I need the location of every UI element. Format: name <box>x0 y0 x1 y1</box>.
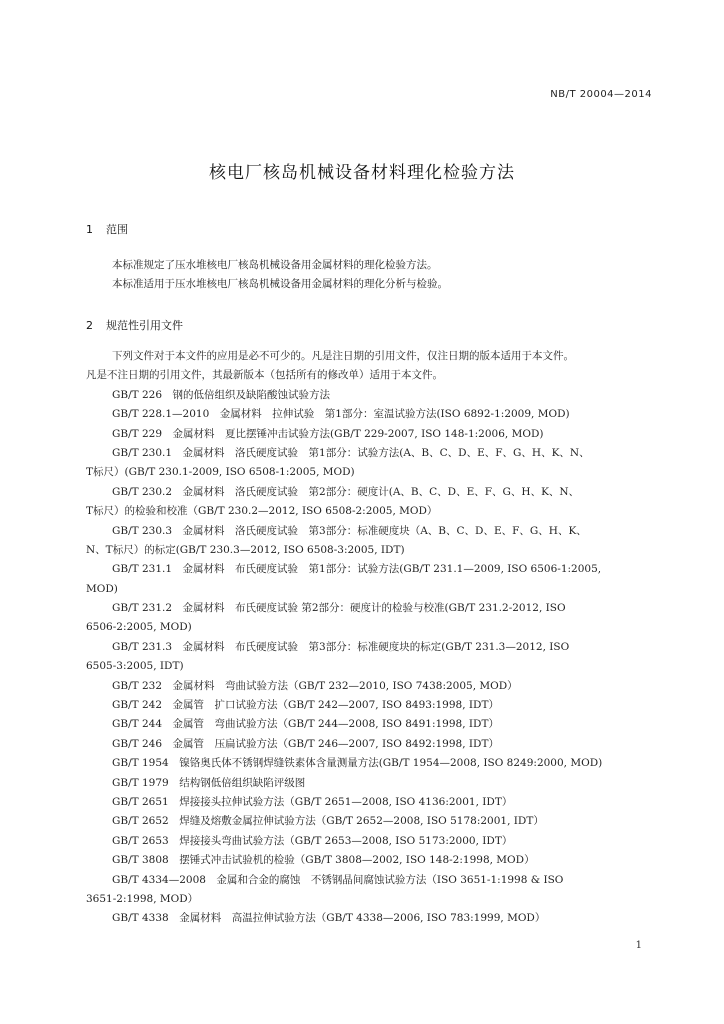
reference-line: GB/T 2652 焊缝及熔敷金属拉伸试验方法（GB/T 2652—2008, ISO 5178:2001, IDT） <box>112 815 544 828</box>
reference-line: GB/T 4338 金属材料 高温拉伸试验方法（GB/T 4338—2006, ISO 783:1999, MOD） <box>112 912 546 925</box>
scope-paragraph: 本标准适用于压水堆核电厂核岛机械设备用金属材料的理化分析与检验。 <box>112 278 448 291</box>
section-number: 2 <box>86 319 93 332</box>
reference-line: GB/T 4334—2008 金属和合金的腐蚀 不锈钢晶间腐蚀试验方法（ISO 3651-1:1998 & ISO <box>112 873 564 886</box>
reference-line-continuation: T标尺）的检验和校准（GB/T 230.2—2012, ISO 6508-2:2005, MOD） <box>86 505 438 518</box>
reference-line: GB/T 242 金属管 扩口试验方法（GB/T 242—2007, ISO 8493:1998, IDT） <box>112 699 499 712</box>
reference-line: GB/T 1979 结构钢低倍组织缺陷评级图 <box>112 776 306 789</box>
reference-line: GB/T 228.1—2010 金属材料 拉伸试验 第1部分：室温试验方法(ISO 6892-1:2009, MOD) <box>112 408 570 421</box>
page-number: 1 <box>635 940 642 951</box>
reference-line-continuation: 6506-2:2005, MOD) <box>86 621 192 634</box>
section-heading-scope <box>86 221 128 237</box>
reference-line: GB/T 2653 焊接接头弯曲试验方法（GB/T 2653—2008, ISO 5173:2000, IDT） <box>112 834 513 847</box>
reference-line: GB/T 230.1 金属材料 洛氏硬度试验 第1部分：试验方法(A、B、C、D、E、F、G、H、K、N、 <box>112 446 590 459</box>
section-heading-normative-references <box>86 317 183 333</box>
section-title: 范围 <box>106 223 128 236</box>
reference-intro-line: 凡是不注日期的引用文件，其最新版本（包括所有的修改单）适用于本文件。 <box>86 369 443 382</box>
reference-line: GB/T 1954 镍铬奥氏体不锈钢焊缝铁素体含量测量方法(GB/T 1954—2008, ISO 8249:2000, MOD) <box>112 757 603 770</box>
reference-line-continuation: N、T标尺）的标定(GB/T 230.3—2012, ISO 6508-3:2005, IDT) <box>86 543 405 556</box>
reference-line: GB/T 246 金属管 压扁试验方法（GB/T 246—2007, ISO 8492:1998, IDT） <box>112 737 499 750</box>
section-number: 1 <box>86 223 93 236</box>
reference-line: GB/T 229 金属材料 夏比摆锤冲击试验方法(GB/T 229-2007, ISO 148-1:2006, MOD) <box>112 427 544 440</box>
reference-line-continuation: 3651-2:1998, MOD） <box>86 892 199 905</box>
document-title: 核电厂核岛机械设备材料理化检验方法 <box>209 163 515 183</box>
reference-line-continuation: T标尺）(GB/T 230.1-2009, ISO 6508-1:2005, MOD) <box>86 466 355 479</box>
reference-line: GB/T 226 钢的低倍组织及缺陷酸蚀试验方法 <box>112 388 331 401</box>
reference-line: GB/T 231.1 金属材料 布氏硬度试验 第1部分：试验方法(GB/T 231.1—2009, ISO 6506-1:2005, <box>112 563 602 576</box>
reference-line: GB/T 232 金属材料 弯曲试验方法（GB/T 232—2010, ISO 7438:2005, MOD） <box>112 679 518 692</box>
scope-paragraph: 本标准规定了压水堆核电厂核岛机械设备用金属材料的理化检验方法。 <box>112 259 438 271</box>
reference-line: GB/T 230.2 金属材料 洛氏硬度试验 第2部分：硬度计(A、B、C、D、E、F、G、H、K、N、 <box>112 485 580 498</box>
normative-references-list <box>86 347 658 929</box>
section-title: 规范性引用文件 <box>106 319 183 332</box>
scope-paragraphs <box>86 256 658 295</box>
reference-line: GB/T 3808 摆锤式冲击试验机的检验（GB/T 3808—2002, ISO 148-2:1998, MOD） <box>112 854 535 867</box>
reference-line: GB/T 231.2 金属材料 布氏硬度试验 第2部分：硬度计的检验与校准(GB/T 231.2-2012, ISO <box>112 602 566 615</box>
reference-intro-line: 下列文件对于本文件的应用是必不可少的。凡是注日期的引用文件，仅注日期的版本适用于本文件。 <box>112 350 574 362</box>
reference-line: GB/T 244 金属管 弯曲试验方法（GB/T 244—2008, ISO 8491:1998, IDT） <box>112 718 499 731</box>
reference-line-continuation: MOD) <box>86 582 118 595</box>
reference-line: GB/T 2651 焊接接头拉伸试验方法（GB/T 2651—2008, ISO 4136:2001, IDT） <box>112 795 513 808</box>
reference-line-continuation: 6505-3:2005, IDT) <box>86 660 184 673</box>
standard-number: NB/T 20004—2014 <box>550 89 652 100</box>
reference-line: GB/T 231.3 金属材料 布氏硬度试验 第3部分：标准硬度块的标定(GB/T 231.3—2012, ISO <box>112 640 570 653</box>
reference-line: GB/T 230.3 金属材料 洛氏硬度试验 第3部分：标准硬度块（A、B、C、D、E、F、G、H、K、 <box>112 524 587 537</box>
